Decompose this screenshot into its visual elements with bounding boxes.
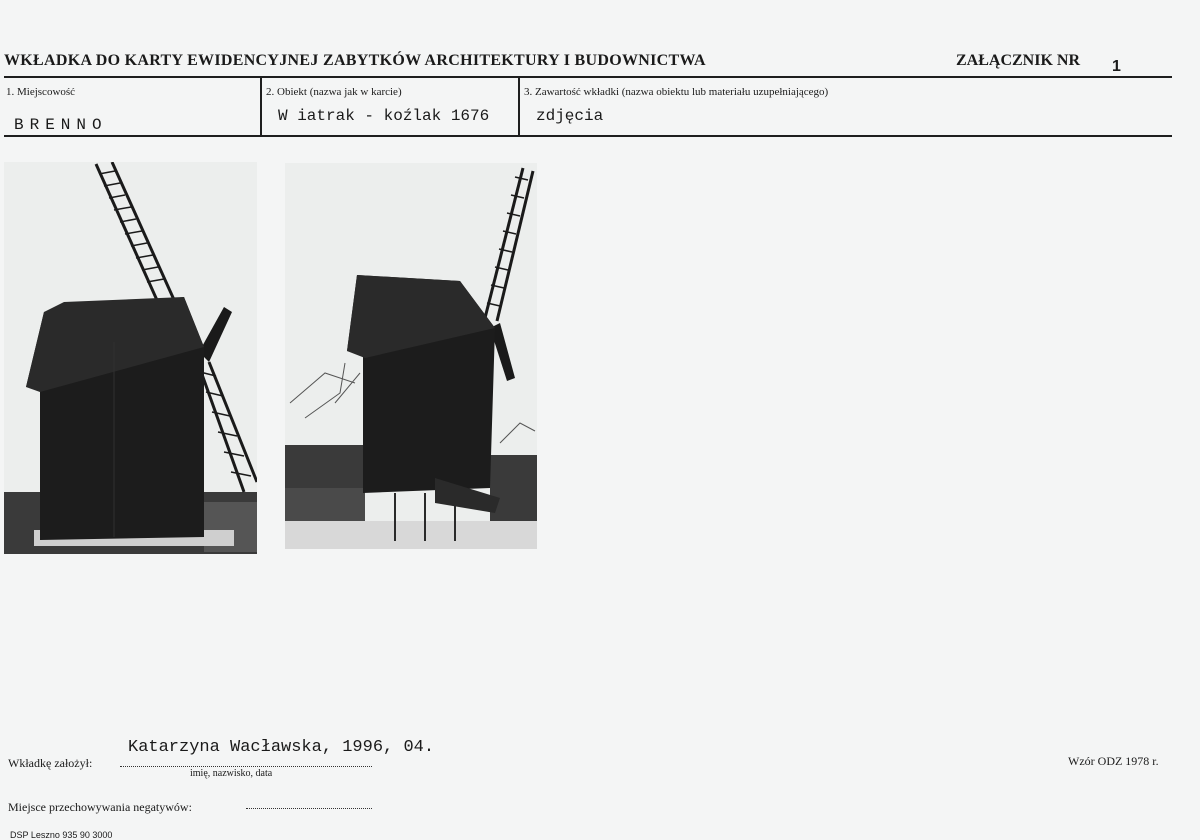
founded-dotted-line	[120, 766, 372, 767]
windmill-photo-2	[285, 163, 537, 549]
object-value: W iatrak - koźlak 1676	[278, 107, 490, 125]
annex-number: 1	[1112, 58, 1121, 75]
locality-label: 1. Miejscowość	[6, 86, 76, 98]
storage-dotted-line	[246, 808, 372, 809]
annex-label: ZAŁĄCZNIK NR	[956, 52, 1081, 69]
locality-value: BRENNO	[14, 116, 108, 134]
windmill-photo-1	[4, 162, 257, 554]
founded-value: Katarzyna Wacławska, 1996, 04.	[128, 738, 435, 757]
content-value: zdjęcia	[536, 107, 604, 125]
object-label: 2. Obiekt (nazwa jak w karcie)	[266, 86, 402, 98]
print-note: DSP Leszno 935 90 3000	[10, 830, 113, 840]
field-divider-2	[518, 78, 520, 136]
template-label: Wzór ODZ 1978 r.	[1068, 754, 1159, 768]
card-title: WKŁADKA DO KARTY EWIDENCYJNEJ ZABYTKÓW ARCHITEKTURY I BUDOWNICTWA	[4, 52, 706, 69]
header-rule	[4, 76, 1172, 78]
fields-rule	[4, 135, 1172, 137]
windmill-photo-1-image	[4, 162, 257, 554]
content-label: 3. Zawartość wkładki (nazwa obiektu lub materiału uzupełniającego)	[524, 86, 829, 98]
founded-caption: imię, nazwisko, data	[190, 768, 273, 779]
windmill-photo-2-image	[285, 163, 537, 549]
field-divider-1	[260, 78, 262, 136]
founded-label: Wkładkę założył:	[8, 756, 93, 770]
storage-label: Miejsce przechowywania negatywów:	[8, 800, 192, 814]
